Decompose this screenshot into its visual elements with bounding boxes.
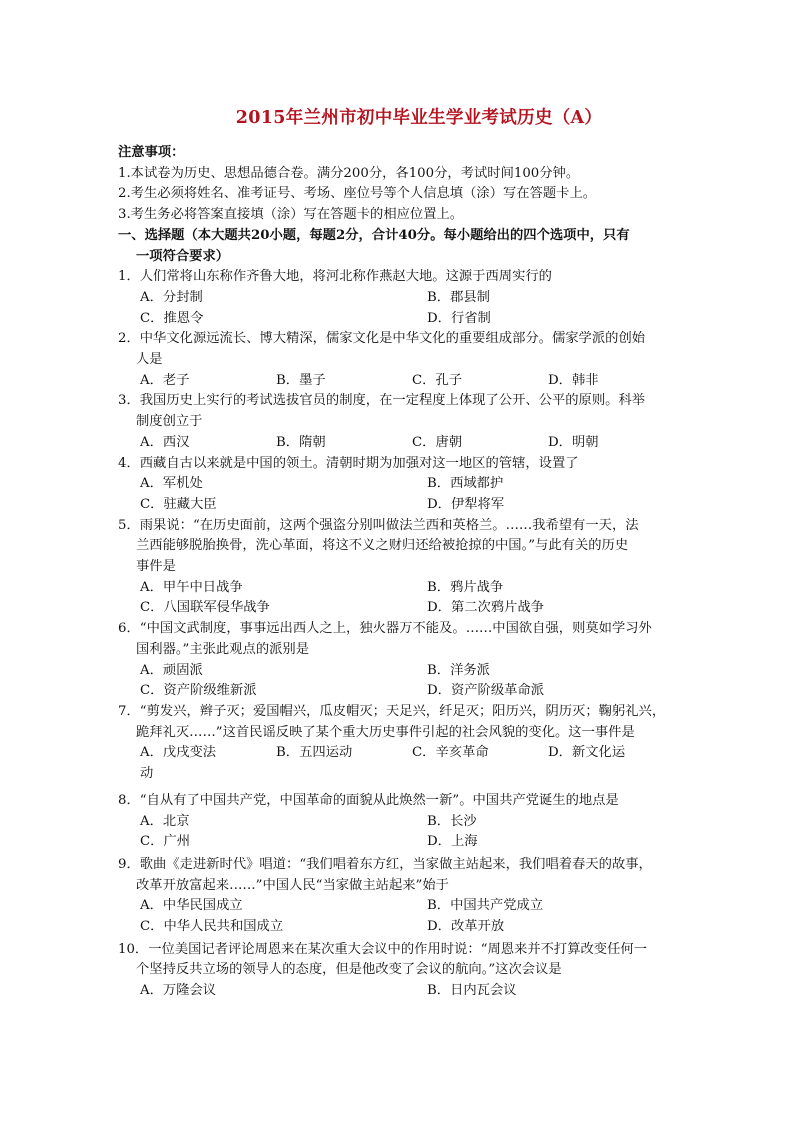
option-b: B．郡县制 <box>427 289 490 305</box>
option-a: A．万隆会议 <box>140 983 217 999</box>
section-heading: 一、选择题（本大题共20小题，每题2分，合计40分。每小题给出的四个选项中，只有 <box>118 227 630 243</box>
option-a: A．西汉 <box>140 434 190 450</box>
question-stem: 一位美国记者评论周恩来在某次重大会议中的作用时说：“周恩来并不打算改变任何一 <box>148 941 647 957</box>
question-stem-cont: 个坚持反共立场的领导人的态度，但是他改变了会议的航向。”这次会议是 <box>136 962 562 978</box>
question-stem-cont: 改革开放富起来……”中国人民“当家做主站起来”始于 <box>136 877 449 893</box>
question-7 <box>118 702 684 785</box>
option-c: C．辛亥革命 <box>412 745 489 761</box>
question-6 <box>118 619 684 702</box>
option-c: C．中华人民共和国成立 <box>140 919 284 935</box>
option-b: B．西域都护 <box>427 476 504 492</box>
option-c: C．孔子 <box>412 372 463 388</box>
question-3 <box>118 391 684 453</box>
option-b: B．五四运动 <box>276 745 353 761</box>
notice-item: 2.考生必须将姓名、准考证号、考场、座位号等个人信息填（涂）写在答题卡上。 <box>118 186 597 202</box>
question-stem: “剪发兴，辫子灭；爱国帽兴，瓜皮帽灭；天足兴，纤足灭；阳历兴，阴历灭；鞠躬礼兴， <box>139 703 666 719</box>
option-b: B．中国共产党成立 <box>427 898 544 914</box>
page-title: 2015年兰州市初中毕业生学业考试历史（A） <box>235 108 603 128</box>
question-stem: 人们常将山东称作齐鲁大地，将河北称作燕赵大地。这源于西周实行的 <box>139 269 552 285</box>
option-d: D．伊犁将军 <box>427 496 505 512</box>
question-stem: “中国文武制度，事事远出西人之上，独火器万不能及。……中国欲自强，则莫如学习外 <box>139 621 652 637</box>
question-stem-cont: 事件是 <box>136 559 176 575</box>
question-number: 7． <box>118 703 140 719</box>
option-d: D．资产阶级革命派 <box>427 683 545 699</box>
question-number: 4． <box>118 455 140 471</box>
option-b: B．日内瓦会议 <box>427 983 517 999</box>
question-number: 2． <box>118 331 140 347</box>
question-stem-cont: 国利器。”主张此观点的派别是 <box>136 641 310 657</box>
question-9 <box>118 855 684 938</box>
option-a: A．老子 <box>140 372 190 388</box>
option-c: C．驻藏大臣 <box>140 496 217 512</box>
question-stem-cont: 兰西能够脱胎换骨，洗心革面，将这不义之财归还给被抢掠的中国。”与此有关的历史 <box>136 538 629 554</box>
question-number: 8． <box>118 792 140 808</box>
option-c: C．八国联军侵华战争 <box>140 600 270 616</box>
option-b: B．墨子 <box>276 372 326 388</box>
option-a: A．分封制 <box>140 289 203 305</box>
question-stem: 我国历史上实行的考试选拔官员的制度，在一定程度上体现了公开、公平的原则。科举 <box>139 393 646 409</box>
option-a: A．军机处 <box>140 476 203 492</box>
option-a: A．甲午中日战争 <box>140 579 243 595</box>
option-a: A．顽固派 <box>140 662 203 678</box>
notice-item: 1.本试卷为历史、思想品德合卷。满分200分，各100分，考试时间100分钟。 <box>118 165 580 181</box>
option-d: D．上海 <box>427 834 478 850</box>
question-number: 1． <box>118 269 140 285</box>
section-heading-cont: 一项符合要求） <box>136 248 230 264</box>
option-d: D．明朝 <box>548 434 599 450</box>
option-d: D．韩非 <box>548 372 599 388</box>
option-b: B．隋朝 <box>276 434 326 450</box>
notice-item: 3.考生务必将答案直接填（涂）写在答题卡的相应位置上。 <box>118 207 464 223</box>
question-1 <box>118 267 684 329</box>
option-a: A．戊戌变法 <box>140 745 217 761</box>
question-stem-cont: 制度创立于 <box>136 414 203 430</box>
option-d: D．行省制 <box>427 310 491 326</box>
question-number: 6． <box>118 621 140 637</box>
question-number: 10． <box>118 941 149 957</box>
question-stem: 歌曲《走进新时代》唱道：“我们唱着东方红，当家做主站起来，我们唱着春天的故事， <box>139 856 652 872</box>
notice-heading: 注意事项： <box>118 145 185 160</box>
question-10 <box>118 940 684 1002</box>
question-stem: “自从有了中国共产党，中国革命的面貌从此焕然一新”。中国共产党诞生的地点是 <box>139 792 619 808</box>
option-b: B．鸦片战争 <box>427 579 504 595</box>
question-number: 5． <box>118 517 140 533</box>
option-d: D．新文化运 <box>548 745 626 761</box>
option-d: D．改革开放 <box>427 919 505 935</box>
option-d: D．第二次鸦片战争 <box>427 600 545 616</box>
question-stem-cont: 跪拜礼灭……”这首民谣反映了某个重大历史事件引起的社会风貌的变化。这一事件是 <box>136 724 635 740</box>
exam-content <box>118 143 684 1002</box>
question-4 <box>118 454 684 516</box>
question-8 <box>118 791 684 853</box>
question-stem: 中华文化源远流长、博大精深，儒家文化是中华文化的重要组成部分。儒家学派的创始 <box>139 331 646 347</box>
option-b: B．长沙 <box>427 813 477 829</box>
question-number: 9． <box>118 856 140 872</box>
question-stem: 雨果说：“在历史面前，这两个强盗分别叫做法兰西和英格兰。……我希望有一天，法 <box>139 517 639 533</box>
question-5 <box>118 516 684 620</box>
option-wrap: 动 <box>140 766 154 782</box>
option-c: C．唐朝 <box>412 434 463 450</box>
option-c: C．资产阶级维新派 <box>140 683 257 699</box>
question-stem: 西藏自古以来就是中国的领土。清朝时期为加强对这一地区的管辖，设置了 <box>139 455 579 471</box>
question-2 <box>118 329 684 391</box>
option-c: C．广州 <box>140 834 191 850</box>
option-c: C．推恩令 <box>140 310 204 326</box>
option-a: A．北京 <box>140 813 190 829</box>
question-number: 3． <box>118 393 140 409</box>
question-stem-cont: 人是 <box>136 352 163 368</box>
option-b: B．洋务派 <box>427 662 490 678</box>
option-a: A．中华民国成立 <box>140 898 243 914</box>
